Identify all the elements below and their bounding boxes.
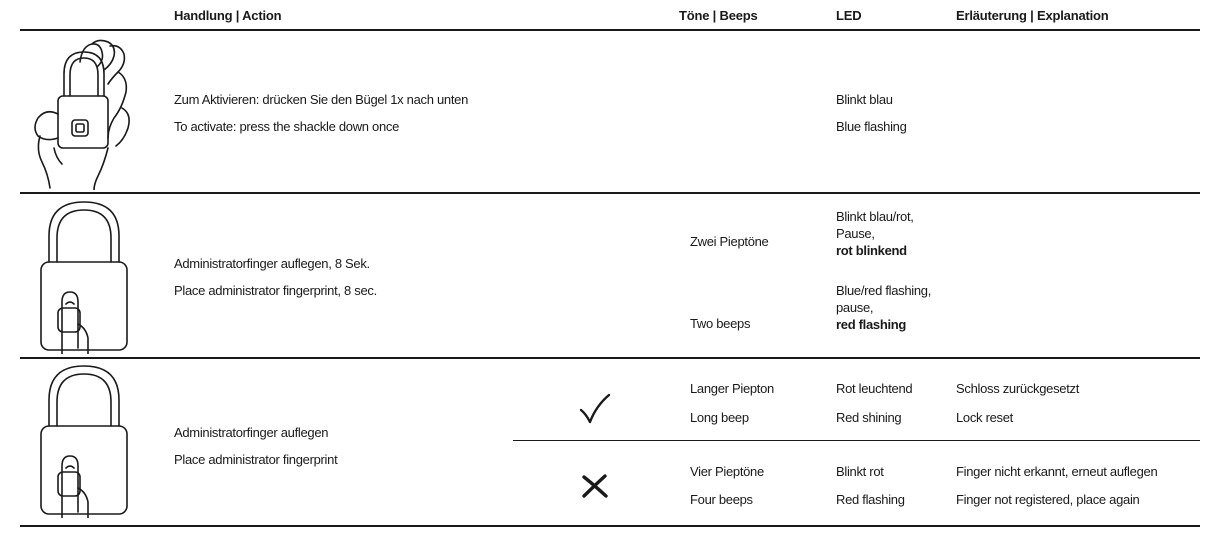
row3-success-beeps-en: Long beep xyxy=(690,410,749,425)
row3-failure-explanation-en: Finger not registered, place again xyxy=(956,492,1140,507)
row3-success-led-de: Rot leuchtend xyxy=(836,381,913,396)
row3-success-explanation-en: Lock reset xyxy=(956,410,1013,425)
row2-led-de-line1: Blinkt blau/rot, xyxy=(836,209,914,224)
row3-action-en: Place administrator fingerprint xyxy=(174,452,338,467)
row3-failure-beeps-de: Vier Pieptöne xyxy=(690,464,764,479)
finger-on-padlock-sensor-icon xyxy=(36,362,132,518)
row2-led-en xyxy=(836,282,931,333)
row-divider xyxy=(20,357,1200,359)
header-divider xyxy=(20,29,1200,31)
header-beeps: Töne | Beeps xyxy=(679,8,758,23)
row1-action-en: To activate: press the shackle down once xyxy=(174,119,400,134)
row1-action-de: Zum Aktivieren: drücken Sie den Bügel 1x nach unten xyxy=(174,92,468,107)
row2-led-de-line3: rot blinkend xyxy=(836,243,907,258)
row3-action-de: Administratorfinger auflegen xyxy=(174,425,329,440)
row3-failure-led-de: Blinkt rot xyxy=(836,464,884,479)
row2-beeps-de: Zwei Pieptöne xyxy=(690,234,769,249)
row3-success-led-en: Red shining xyxy=(836,410,902,425)
row3-failure-explanation-de: Finger nicht erkannt, erneut auflegen xyxy=(956,464,1158,479)
row2-led-en-line3: red flashing xyxy=(836,317,907,332)
outcome-divider xyxy=(513,440,1200,441)
row1-led-en: Blue flashing xyxy=(836,119,907,134)
row2-led-en-line2: pause, xyxy=(836,300,874,315)
row3-failure-beeps-en: Four beeps xyxy=(690,492,753,507)
row1-led-de: Blinkt blau xyxy=(836,92,893,107)
row2-led-en-line1: Blue/red flashing, xyxy=(836,283,932,298)
header-action: Handlung | Action xyxy=(174,8,282,23)
hand-pressing-padlock-shackle-icon xyxy=(28,38,138,190)
header-led: LED xyxy=(836,8,862,23)
row2-beeps-en: Two beeps xyxy=(690,316,751,331)
row3-success-explanation-de: Schloss zurückgesetzt xyxy=(956,381,1080,396)
row2-action-en: Place administrator fingerprint, 8 sec. xyxy=(174,283,377,298)
row3-failure-led-en: Red flashing xyxy=(836,492,905,507)
row3-success-beeps-de: Langer Piepton xyxy=(690,381,774,396)
checkmark-icon xyxy=(578,392,612,426)
row2-led-de-line2: Pause, xyxy=(836,226,875,241)
row2-led-de xyxy=(836,208,914,259)
finger-on-padlock-sensor-icon xyxy=(36,198,132,354)
cross-icon xyxy=(580,473,610,499)
row-divider xyxy=(20,192,1200,194)
table-bottom-rule xyxy=(20,525,1200,527)
header-explanation: Erläuterung | Explanation xyxy=(956,8,1109,23)
row2-action-de: Administratorfinger auflegen, 8 Sek. xyxy=(174,256,370,271)
